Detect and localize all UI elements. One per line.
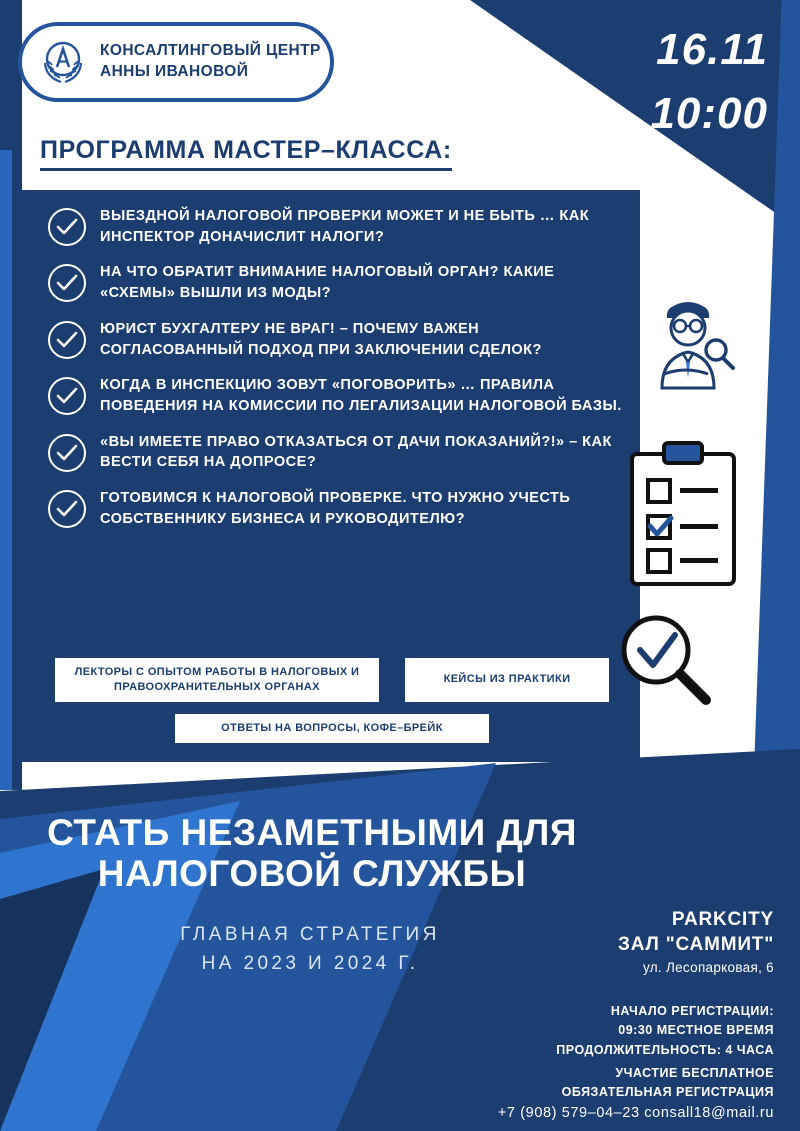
list-item <box>48 488 622 529</box>
participation-free: УЧАСТИЕ БЕСПЛАТНОЕ <box>615 1066 774 1080</box>
subheadline-line-2: НА 2023 И 2024 Г. <box>201 953 419 975</box>
list-item-label: ГОТОВИМСЯ К НАЛОГОВОЙ ПРОВЕРКЕ. ЧТО НУЖНО УЧЕСТЬ СОБСТВЕННИКУ БИЗНЕСА И РУКОВОДИТЕЛЮ? <box>100 490 571 527</box>
laurel-monogram-icon <box>34 33 92 91</box>
list-item <box>48 319 622 360</box>
check-icon <box>48 264 86 302</box>
consultant-person-icon <box>632 288 744 405</box>
list-item <box>48 206 622 247</box>
list-item-label: ВЫЕЗДНОЙ НАЛОГОВОЙ ПРОВЕРКИ МОЖЕТ И НЕ БЫТЬ … КАК ИНСПЕКТОР ДОНАЧИСЛИТ НАЛОГИ? <box>100 208 590 245</box>
venue-block <box>618 908 774 975</box>
registration-line-1: НАЧАЛО РЕГИСТРАЦИИ: <box>610 1004 774 1018</box>
check-icon <box>48 377 86 415</box>
program-list <box>48 206 622 545</box>
list-item <box>48 262 622 303</box>
brand-logo <box>18 22 334 102</box>
status-badge: КЕЙСЫ ИЗ ПРАКТИКИ <box>405 658 609 702</box>
checklist-clipboard-icon <box>624 438 742 595</box>
registration-line-2: 09:30 МЕСТНОЕ ВРЕМЯ <box>618 1023 774 1038</box>
status-badge: ЛЕКТОРЫ С ОПЫТОМ РАБОТЫ В НАЛОГОВЫХ И ПРАВООХРАНИТЕЛЬНЫХ ОРГАНАХ <box>55 658 379 702</box>
check-icon <box>48 434 86 472</box>
participation-required: ОБЯЗАТЕЛЬНАЯ РЕГИСТРАЦИЯ <box>561 1085 774 1100</box>
registration-line-3: ПРОДОЛЖИТЕЛЬНОСТЬ: 4 ЧАСА <box>556 1042 774 1057</box>
event-datetime <box>650 18 768 146</box>
check-icon <box>48 490 86 528</box>
list-item-label: «ВЫ ИМЕЕТЕ ПРАВО ОТКАЗАТЬСЯ ОТ ДАЧИ ПОКАЗАНИЙ?!» – КАК ВЕСТИ СЕБЯ НА ДОПРОСЕ? <box>100 433 612 471</box>
brand-line-2: АННЫ ИВАНОВОЙ <box>100 63 249 80</box>
participation-block <box>562 1064 774 1103</box>
brand-name <box>100 41 321 83</box>
contacts[interactable]: +7 (908) 579–04–23 consall18@mail.ru <box>497 1105 774 1121</box>
list-item-label: КОГДА В ИНСПЕКЦИЮ ЗОВУТ «ПОГОВОРИТЬ» … ПРАВИЛА ПОВЕДЕНИЯ НА КОМИССИИ ПО ЛЕГАЛИЗАЦИИ НАЛОГОВОЙ БАЗЫ. <box>100 377 622 415</box>
status-badge: ОТВЕТЫ НА ВОПРОСЫ, КОФЕ–БРЕЙК <box>175 714 489 743</box>
program-panel <box>22 190 640 762</box>
page-title: ПРОГРАММА МАСТЕР–КЛАССА: <box>40 136 452 171</box>
subheadline <box>60 920 560 979</box>
venue-name: PARKCITY <box>671 909 774 930</box>
list-item <box>48 432 622 473</box>
feature-tags-row-1 <box>52 658 612 702</box>
event-time: 10:00 <box>650 88 768 138</box>
check-icon <box>48 208 86 246</box>
event-date: 16.11 <box>656 25 768 74</box>
list-item-label: НА ЧТО ОБРАТИТ ВНИМАНИЕ НАЛОГОВЫЙ ОРГАН? КАКИЕ «СХЕМЫ» ВЫШЛИ ИЗ МОДЫ? <box>100 264 555 302</box>
feature-tags-row-2 <box>52 714 612 743</box>
brand-line-1: КОНСАЛТИНГОВЫЙ ЦЕНТР <box>100 42 321 60</box>
magnifier-check-icon <box>612 608 716 717</box>
list-item-label: ЮРИСТ БУХГАЛТЕРУ НЕ ВРАГ! – ПОЧЕМУ ВАЖЕН СОГЛАСОВАННЫЙ ПОДХОД ПРИ ЗАКЛЮЧЕНИИ СДЕЛОК? <box>100 320 542 358</box>
venue-hall: ЗАЛ "САММИТ" <box>618 933 774 955</box>
headline-line-1: СТАТЬ НЕЗАМЕТНЫМИ ДЛЯ <box>47 812 577 853</box>
venue-address: ул. Лесопарковая, 6 <box>642 960 774 976</box>
check-icon <box>48 321 86 359</box>
headline-line-2: НАЛОГОВОЙ СЛУЖБЫ <box>97 853 527 895</box>
decor-left-blue-bar <box>0 150 12 790</box>
registration-block <box>556 1002 774 1060</box>
feature-tags <box>52 658 612 755</box>
subheadline-line-1: ГЛАВНАЯ СТРАТЕГИЯ <box>180 924 440 945</box>
list-item <box>48 375 622 416</box>
headline <box>42 812 582 895</box>
